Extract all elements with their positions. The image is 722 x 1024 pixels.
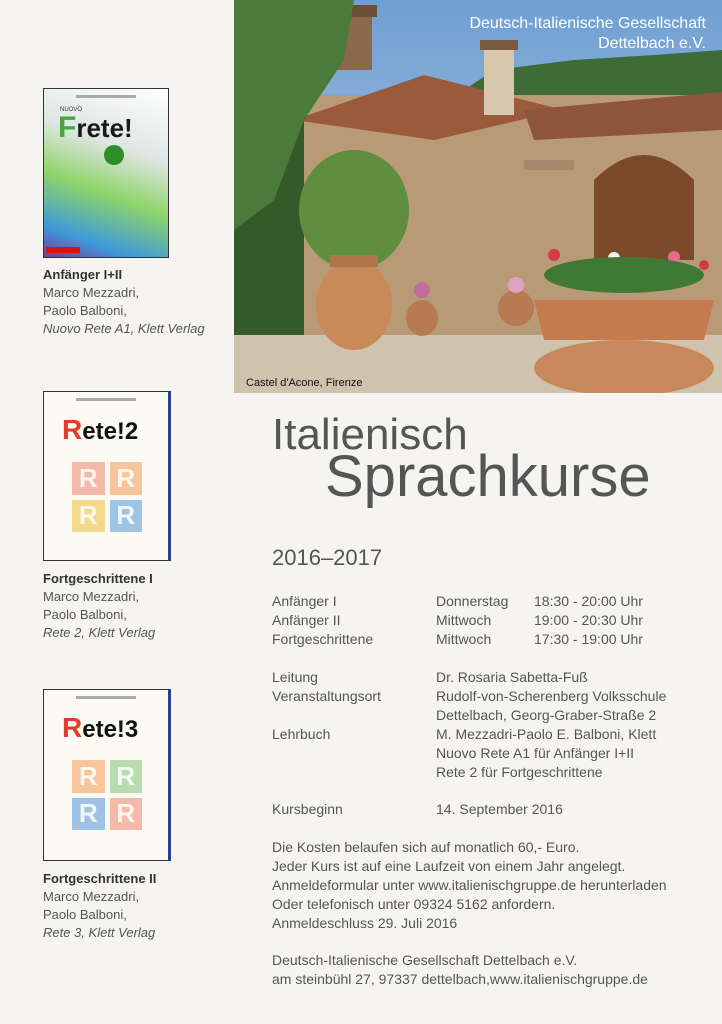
note-line: Anmeldeformular unter www.italienischgruppe.de herunterladen	[272, 877, 667, 893]
course-time: 18:30 - 20:00 Uhr	[534, 593, 643, 609]
photo-caption: Castel d'Acone, Firenze	[246, 377, 363, 389]
book-author: Marco Mezzadri,	[43, 285, 140, 300]
book-caption-3	[43, 870, 156, 942]
cover-title: Frete!	[58, 111, 133, 144]
book-author: Paolo Balboni,	[43, 607, 127, 622]
course-day: Donnerstag	[436, 593, 509, 609]
note-line: Anmeldeschluss 29. Juli 2016	[272, 915, 458, 931]
course-day: Mittwoch	[436, 612, 492, 628]
ort-label: Veranstaltungsort	[272, 688, 381, 704]
publisher-logo	[46, 247, 80, 253]
book-caption-2	[43, 570, 155, 642]
book-level: Fortgeschrittene I	[43, 571, 153, 586]
org-name: Deutsch-Italienische Gesellschaft Dettelbach e.V.	[469, 15, 706, 52]
leitung-label: Leitung	[272, 669, 318, 685]
course-level: Fortgeschrittene	[272, 631, 374, 647]
course-year: 2016–2017	[272, 545, 383, 570]
title-sprachkurse: Sprachkurse	[325, 444, 651, 509]
leitung-value: Dr. Rosaria Sabetta-Fuß	[436, 669, 588, 685]
note-line: Oder telefonisch unter 09324 5162 anfordern.	[272, 896, 556, 912]
book-cover-nuovo-rete	[43, 88, 169, 258]
title-italienisch: Italienisch	[272, 410, 468, 459]
lehrbuch-value: Rete 2 für Fortgeschrittene	[436, 764, 603, 780]
kursbeginn-label: Kursbeginn	[272, 801, 343, 817]
lehrbuch-label: Lehrbuch	[272, 726, 331, 742]
course-level: Anfänger II	[272, 612, 341, 628]
note-line: Die Kosten belaufen sich auf monatlich 60,- Euro.	[272, 839, 580, 855]
cover-title: Rete!2	[62, 414, 139, 445]
lehrbuch-value: Nuovo Rete A1 für Anfänger I+II	[436, 745, 635, 761]
book-publisher: Nuovo Rete A1, Klett Verlag	[43, 321, 205, 336]
footer-address: am steinbühl 27, 97337 dettelbach,www.italienischgruppe.de	[272, 971, 648, 987]
cover-author-line	[76, 398, 136, 401]
book-caption-1	[43, 266, 205, 338]
note-line: Jeder Kurs ist auf eine Laufzeit von einem Jahr angelegt.	[272, 858, 626, 874]
course-time: 19:00 - 20:30 Uhr	[534, 612, 643, 628]
book-sidebar	[0, 0, 234, 1024]
book-author: Marco Mezzadri,	[43, 589, 140, 604]
cover-small-label: NUOVO	[60, 107, 83, 113]
book-cover-rete-3	[43, 689, 171, 861]
course-level: Anfänger I	[272, 593, 337, 609]
book-cover-rete-2	[43, 391, 171, 561]
level-badge	[104, 145, 124, 165]
ort-value: Dettelbach, Georg-Graber-Straße 2	[436, 707, 657, 723]
cover-title: Rete!3	[62, 712, 139, 743]
cover-letter-grid: R R R R	[72, 462, 142, 532]
book-publisher: Rete 3, Klett Verlag	[43, 925, 156, 940]
book-author: Paolo Balboni,	[43, 907, 127, 922]
book-publisher: Rete 2, Klett Verlag	[43, 625, 156, 640]
villa-courtyard-image	[234, 0, 722, 393]
header-photo	[234, 0, 722, 393]
course-day: Mittwoch	[436, 631, 492, 647]
cover-author-line	[76, 95, 136, 98]
book-author: Marco Mezzadri,	[43, 889, 140, 904]
course-time: 17:30 - 19:00 Uhr	[534, 631, 643, 647]
ort-value: Rudolf-von-Scherenberg Volksschule	[436, 688, 667, 704]
book-level: Fortgeschrittene II	[43, 871, 157, 886]
book-level: Anfänger I+II	[43, 267, 123, 282]
cover-author-line	[76, 696, 136, 699]
book-author: Paolo Balboni,	[43, 303, 127, 318]
lehrbuch-value: M. Mezzadri-Paolo E. Balboni, Klett	[436, 726, 657, 742]
footer-org: Deutsch-Italienische Gesellschaft Dettelbach e.V.	[272, 952, 578, 968]
cover-letter-grid: R R R R	[72, 760, 142, 830]
kursbeginn-value: 14. September 2016	[436, 801, 563, 817]
